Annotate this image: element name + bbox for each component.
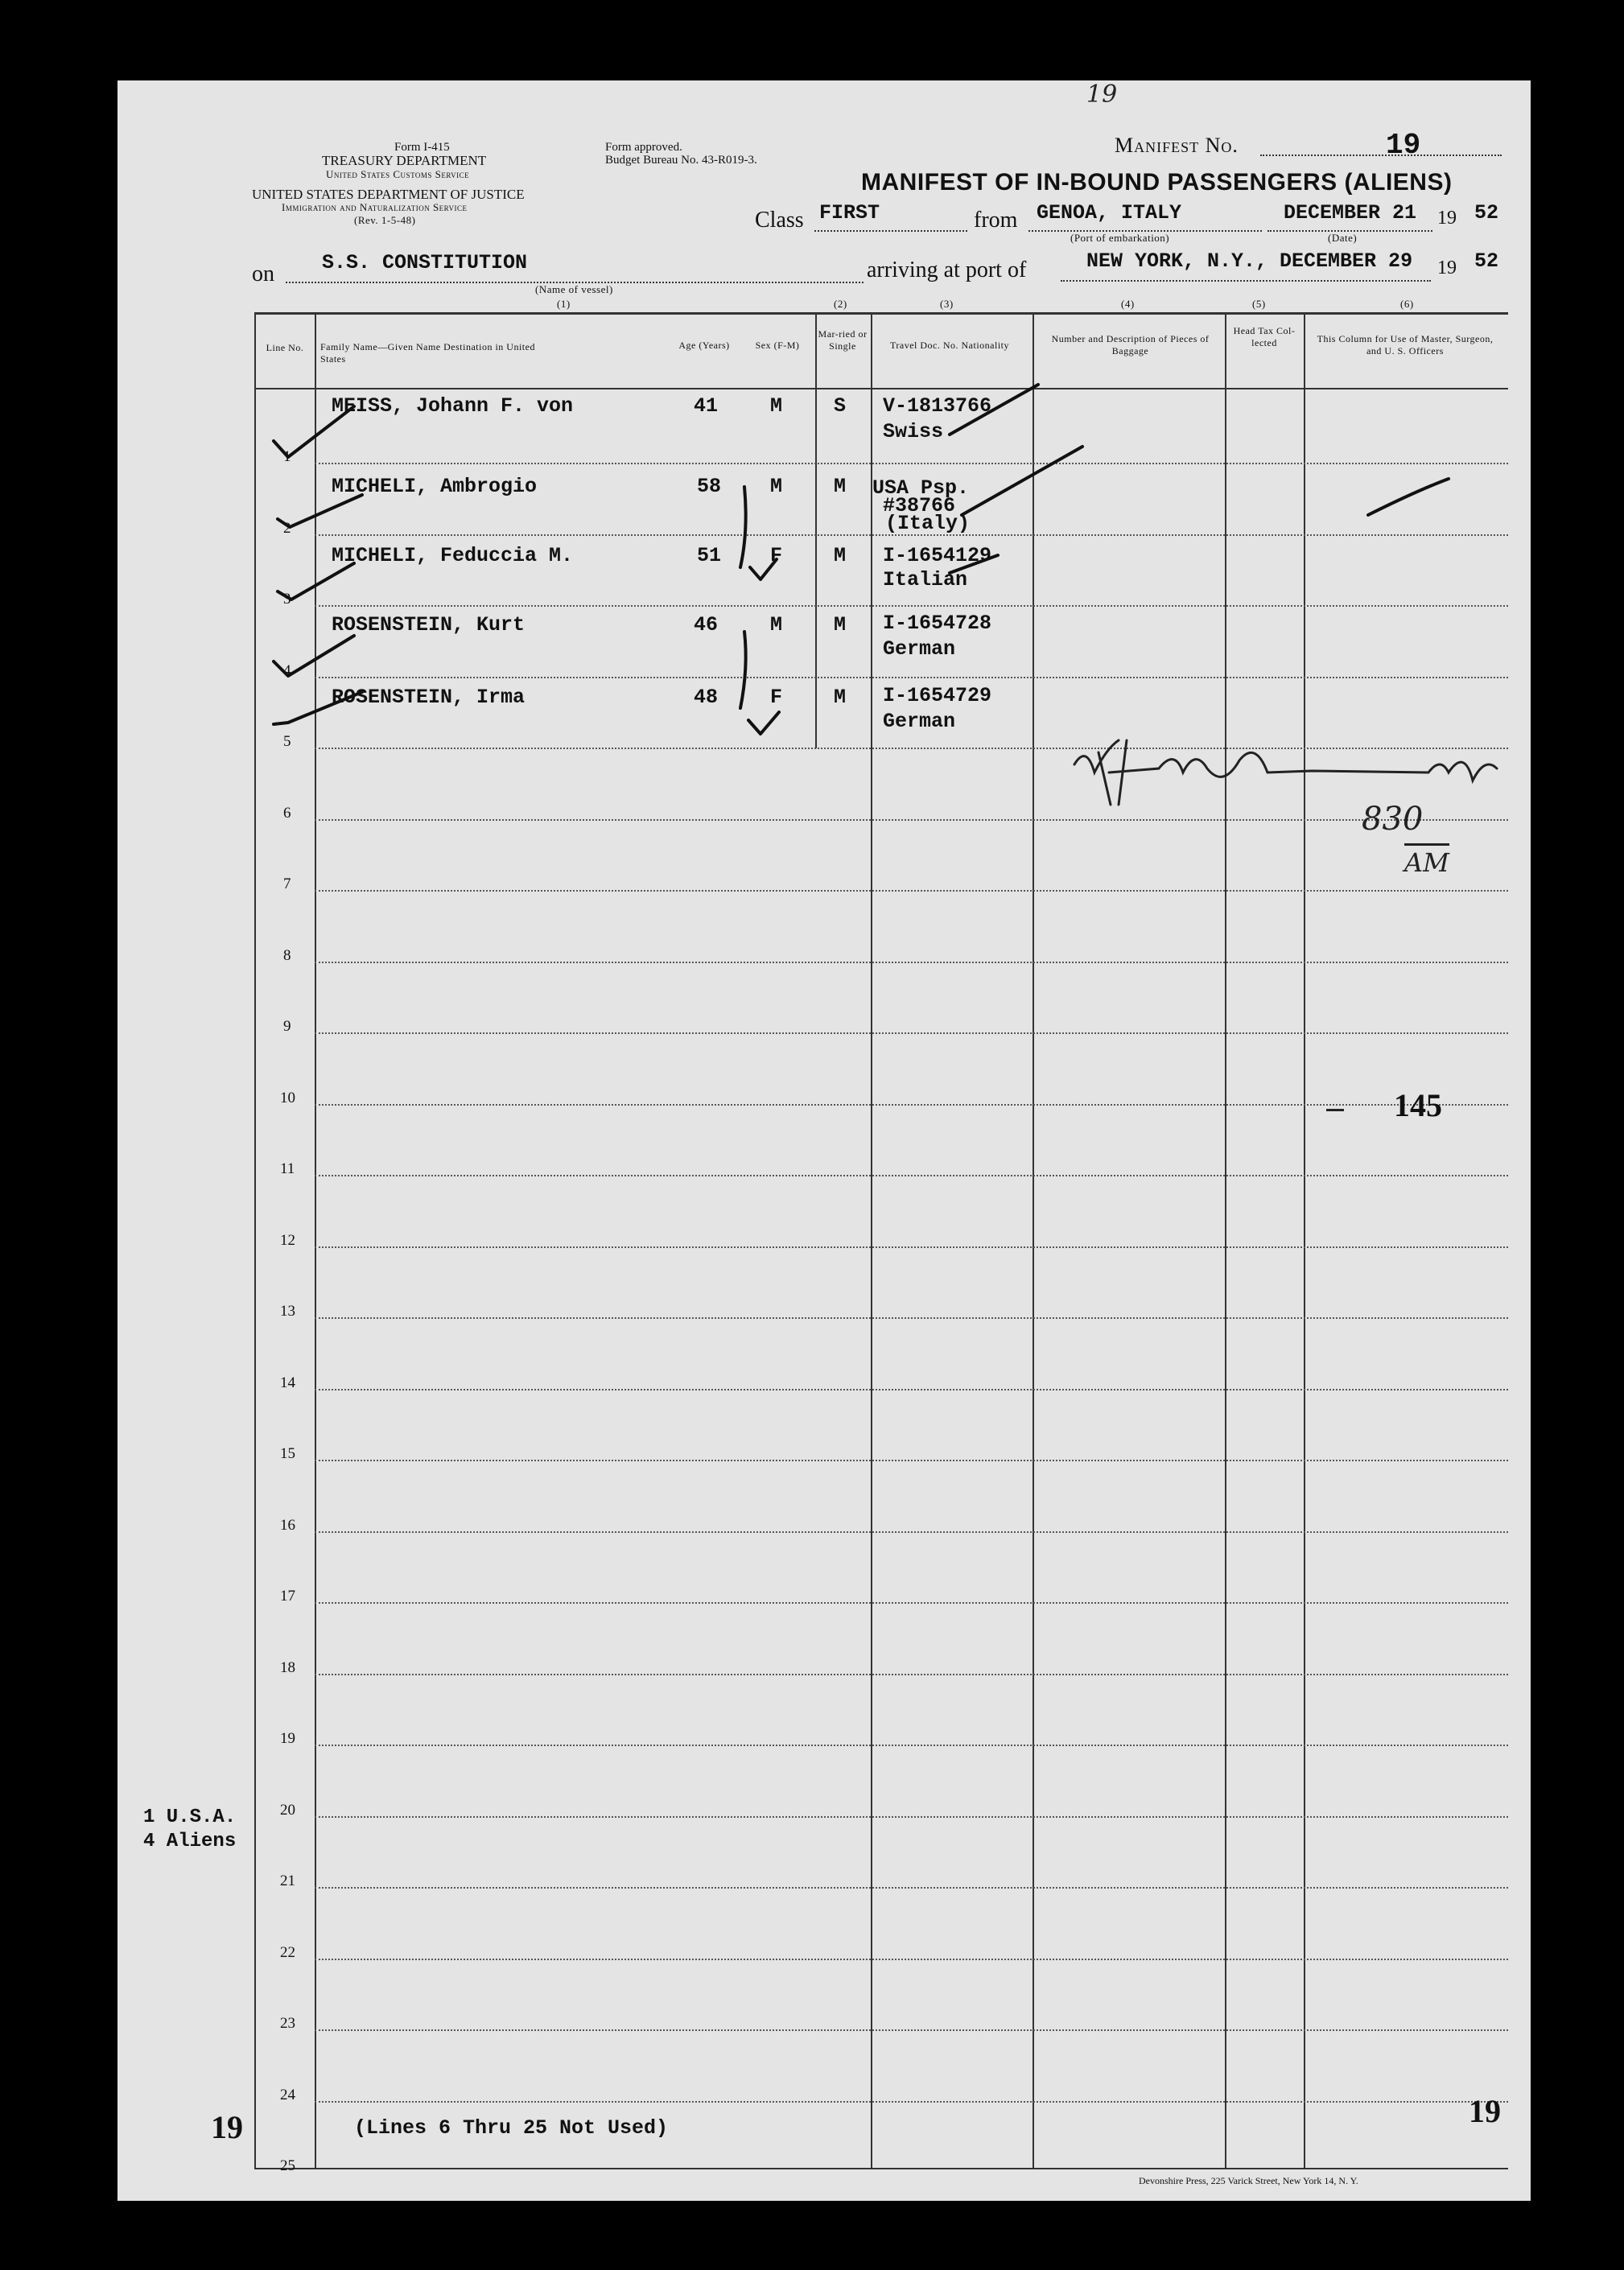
passenger-3-name: MICHELI, Feduccia M. xyxy=(332,544,574,567)
inspector-signature xyxy=(1062,724,1513,821)
passenger-4-age: 46 xyxy=(694,613,719,637)
header-travel-doc: Travel Doc. No. Nationality xyxy=(889,340,1010,351)
passenger-2-sex: M xyxy=(770,475,783,498)
passenger-3-doc: I-1654129 xyxy=(883,544,992,567)
passenger-5-age: 48 xyxy=(694,686,719,709)
arrival-time-ampm: AM xyxy=(1404,843,1449,878)
column-number-3: (3) xyxy=(940,298,954,310)
passenger-4-doc: I-1654728 xyxy=(883,612,992,635)
ins-label: Immigration and Naturalization Service xyxy=(282,201,468,213)
summary-aliens: 4 Aliens xyxy=(143,1831,237,1852)
arrival-time: 830 xyxy=(1362,801,1424,838)
line-number: 6 xyxy=(283,804,291,822)
line-number: 5 xyxy=(283,733,291,750)
lines-not-used-note: (Lines 6 Thru 25 Not Used) xyxy=(354,2116,669,2140)
header-officers: This Column for Use of Master, Surgeon, and U. S. Officers xyxy=(1317,333,1494,356)
column-number-5: (5) xyxy=(1252,298,1266,310)
revision-date: (Rev. 1-5-48) xyxy=(354,214,416,226)
column-number-4: (4) xyxy=(1121,298,1135,310)
header-baggage: Number and Description of Pieces of Baggage xyxy=(1051,333,1210,356)
passenger-5-name: ROSENSTEIN, Irma xyxy=(332,686,526,709)
line-number: 21 xyxy=(280,1872,295,1889)
passenger-2-doc: USA Psp. xyxy=(872,476,970,500)
class-value: FIRST xyxy=(819,201,880,225)
department-of-justice: UNITED STATES DEPARTMENT OF JUSTICE xyxy=(252,187,525,202)
line-number: 3 xyxy=(283,591,291,608)
column-number-1: (1) xyxy=(557,298,571,310)
passenger-3-marital: M xyxy=(834,544,847,567)
line-number: 10 xyxy=(280,1089,295,1106)
passenger-5-doc: I-1654729 xyxy=(883,684,992,707)
header-age: Age (Years) xyxy=(678,340,730,351)
passenger-1-marital: S xyxy=(834,394,847,418)
page-title: MANIFEST OF IN-BOUND PASSENGERS (ALIENS) xyxy=(861,169,1453,196)
customs-service: United States Customs Service xyxy=(326,168,470,180)
header-sex: Sex (F-M) xyxy=(755,340,800,351)
form-number: Form I-415 xyxy=(394,141,450,154)
line-number: 19 xyxy=(280,1730,295,1747)
column-number-6: (6) xyxy=(1400,298,1414,310)
passenger-5-sex: F xyxy=(770,686,783,709)
arrival-port-date: NEW YORK, N.Y., DECEMBER 29 xyxy=(1086,249,1413,273)
line-number: 7 xyxy=(283,875,291,892)
passenger-2-doc-number: #38766 xyxy=(883,494,956,517)
line-number: 25 xyxy=(280,2157,295,2174)
arriving-label: arriving at port of xyxy=(867,257,1027,282)
stamp-number: 145 xyxy=(1394,1087,1442,1123)
vessel-name: S.S. CONSTITUTION xyxy=(322,251,528,274)
passenger-5-nationality: German xyxy=(883,710,956,733)
line-number: 9 xyxy=(283,1018,291,1035)
passenger-2-doc-country: (Italy) xyxy=(885,512,971,535)
summary-usa: 1 U.S.A. xyxy=(143,1807,237,1828)
port-of-embarkation: GENOA, ITALY xyxy=(1037,201,1182,225)
line-number: 11 xyxy=(280,1160,295,1177)
class-label: Class xyxy=(755,208,804,233)
form-approved: Form approved. xyxy=(605,141,682,154)
line-number: 17 xyxy=(280,1588,295,1605)
port-embarkation-caption: (Port of embarkation) xyxy=(1070,232,1170,244)
page-number-right: 19 xyxy=(1469,2093,1501,2129)
departure-year-prefix: 19 xyxy=(1437,208,1457,229)
budget-bureau: Budget Bureau No. 43-R019-3. xyxy=(605,154,757,167)
passenger-4-nationality: German xyxy=(883,637,956,661)
passenger-4-marital: M xyxy=(834,613,847,637)
header-head-tax: Head Tax Col-lected xyxy=(1233,325,1296,348)
line-number: 12 xyxy=(280,1231,295,1249)
line-number: 8 xyxy=(283,946,291,964)
arrival-year-prefix: 19 xyxy=(1437,257,1457,278)
passenger-1-nationality: Swiss xyxy=(883,420,944,443)
manifest-number-label: Manifest No. xyxy=(1115,134,1239,157)
passenger-4-sex: M xyxy=(770,613,783,637)
line-number: 15 xyxy=(280,1445,295,1462)
header-line-no: Line No. xyxy=(266,342,304,353)
passenger-2-name: MICHELI, Ambrogio xyxy=(332,475,538,498)
page-number-left: 19 xyxy=(211,2109,243,2145)
departure-date: DECEMBER 21 xyxy=(1284,201,1417,225)
printer-imprint: Devonshire Press, 225 Varick Street, New York 14, N. Y. xyxy=(1139,2175,1358,2186)
passenger-5-marital: M xyxy=(834,686,847,709)
line-number: 18 xyxy=(280,1658,295,1676)
passenger-3-sex: F xyxy=(770,544,783,567)
passenger-4-name: ROSENSTEIN, Kurt xyxy=(332,613,526,637)
passenger-2-age: 58 xyxy=(697,475,722,498)
line-number: 1 xyxy=(283,448,291,465)
passenger-1-age: 41 xyxy=(694,394,719,418)
from-label: from xyxy=(974,208,1018,233)
passenger-3-age: 51 xyxy=(697,544,722,567)
line-number: 22 xyxy=(280,1943,295,1961)
passenger-2-marital: M xyxy=(834,475,847,498)
line-number: 4 xyxy=(283,661,291,679)
top-page-note: 19 xyxy=(1086,80,1118,109)
passenger-1-name: MEISS, Johann F. von xyxy=(332,394,574,418)
line-number: 2 xyxy=(283,519,291,537)
passenger-1-doc: V-1813766 xyxy=(883,394,992,418)
departure-year: 52 xyxy=(1474,201,1499,225)
header-married: Mar-ried or Single xyxy=(818,328,868,352)
passenger-3-nationality: Italian xyxy=(883,568,968,591)
manifest-number: 19 xyxy=(1386,129,1421,162)
date-caption: (Date) xyxy=(1328,232,1358,244)
line-number: 13 xyxy=(280,1303,295,1320)
on-label: on xyxy=(252,262,274,286)
vessel-caption: (Name of vessel) xyxy=(535,283,613,295)
arrival-year: 52 xyxy=(1474,249,1499,273)
treasury-department: TREASURY DEPARTMENT xyxy=(322,153,487,168)
line-number: 14 xyxy=(280,1374,295,1391)
column-number-2: (2) xyxy=(834,298,847,310)
passenger-1-sex: M xyxy=(770,394,783,418)
line-number: 23 xyxy=(280,2015,295,2032)
stamp-dash xyxy=(1326,1109,1344,1111)
line-number: 20 xyxy=(280,1801,295,1819)
header-name: Family Name—Given Name Destination in United States xyxy=(320,341,535,365)
line-number: 16 xyxy=(280,1516,295,1534)
line-number: 24 xyxy=(280,2086,295,2103)
